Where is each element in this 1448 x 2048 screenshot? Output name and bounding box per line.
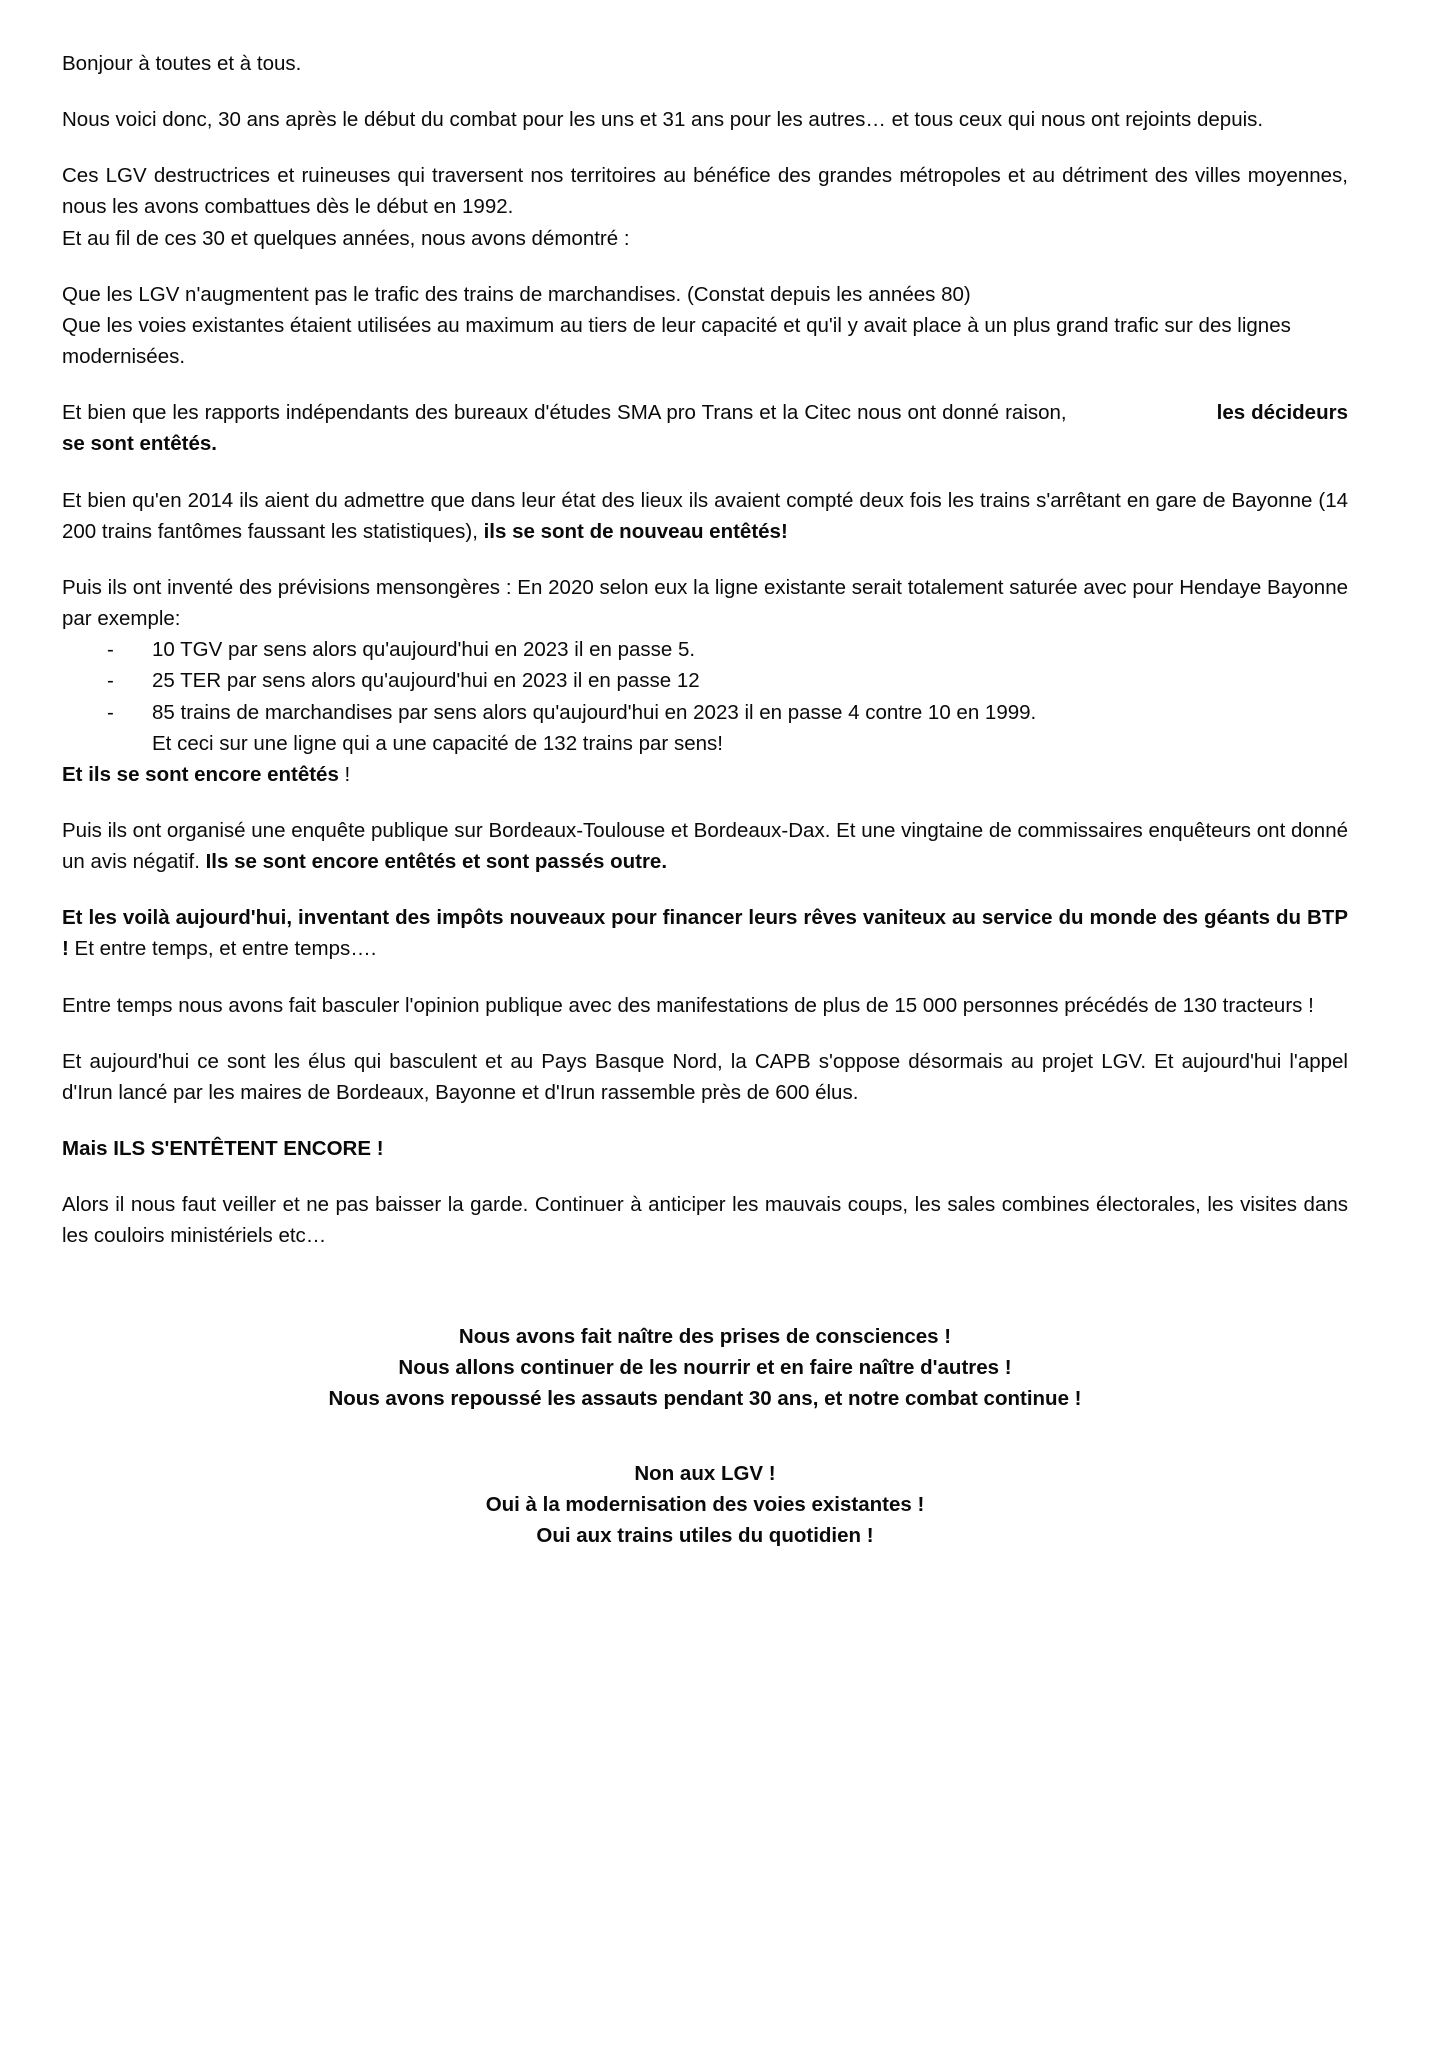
previsions-intro-paragraph: Puis ils ont inventé des prévisions mensongères : En 2020 selon eux la ligne existante serait totalement saturée avec pour Hendaye Bayonne par exemple: [62, 575, 1348, 631]
veiller-paragraph: Alors il nous faut veiller et ne pas baisser la garde. Continuer à anticiper les mauvais coups, les sales combines électorales, les visites dans les couloirs ministériels etc… [62, 1193, 1348, 1248]
mais-prefix-text: Mais [62, 1137, 114, 1161]
enquete-bold-text: Ils se sont encore entêtés et sont passés outre. [205, 850, 668, 874]
bayonne-bold-text: ils se sont de nouveau entêtés! [483, 519, 788, 543]
closing-spacer-top [62, 1277, 1348, 1321]
elus-paragraph: Et aujourd'hui ce sont les élus qui basculent et au Pays Basque Nord, la CAPB s'oppose désormais au projet LGV. Et aujourd'hui l'appel d'Irun lancé par les maires de Bordeaux, Bayonne et d'Irun rassemble près de 600 élus. [62, 1049, 1348, 1104]
bayonne-text: Et bien qu'en 2014 ils aient du admettre que dans leur état des lieux ils avaient compté deux fois les trains s'arrêtant en gare de Bayonne (14 200 trains fantômes faussant les statistiques), [62, 488, 1348, 543]
intro-paragraph: Nous voici donc, 30 ans après le début du combat pour les uns et 31 ans pour les autres… et tous ceux qui nous ont rejoints depuis. [62, 108, 1264, 132]
slogan-line: Nous avons fait naître des prises de consciences ! [458, 1324, 952, 1348]
mais-entetent-bold-text: ILS S'ENTÊTENT ENCORE ! [113, 1137, 384, 1161]
closing-slogans-block-1 [62, 1321, 1348, 1414]
bullet-dash-icon: - [107, 638, 114, 662]
list-item-label: 85 trains de marchandises par sens alors qu'aujourd'hui en 2023 il en passe 4 contre 10 en 1999. [152, 700, 1037, 724]
slogan-line: Nous avons repoussé les assauts pendant 30 ans, et notre combat continue ! [328, 1386, 1082, 1410]
rapports-paragraph [62, 397, 1348, 459]
list-item [62, 697, 1348, 728]
impots-rest-text: Et entre temps, et entre temps…. [68, 937, 377, 961]
slogan-line: Non aux LGV ! [634, 1462, 776, 1485]
demonstration-line-2: Que les voies existantes étaient utilisées au maximum au tiers de leur capacité et qu'il y avait place à un plus grand trafic sur des lignes modernisées. [62, 313, 1291, 369]
encore-entetes-rest: ! [338, 762, 351, 786]
impots-paragraph [62, 902, 1348, 964]
slogan-line: Oui à la modernisation des voies existantes ! [485, 1493, 925, 1517]
closing-slogans-block-2 [62, 1458, 1348, 1551]
greeting-paragraph: Bonjour à toutes et à tous. [62, 52, 302, 75]
list-item-label: 10 TGV par sens alors qu'aujourd'hui en 2023 il en passe 5. [152, 638, 696, 662]
bayonne-paragraph [62, 485, 1348, 547]
list-item-label: 25 TER par sens alors qu'aujourd'hui en 2023 il en passe 12 [152, 669, 700, 693]
bullet-dash-icon: - [107, 700, 114, 724]
lgv-destructrices-line-1: Ces LGV destructrices et ruineuses qui traversent nos territoires au bénéfice des grandes métropoles et au détriment des villes moyennes, nous les avons combattues dès le début en 1992. [62, 164, 1348, 219]
list-item [62, 634, 1348, 665]
encore-entetes-paragraph [62, 759, 1348, 790]
slogan-line: Oui aux trains utiles du quotidien ! [536, 1524, 874, 1548]
document-body [62, 48, 1348, 1551]
manifestations-paragraph: Entre temps nous avons fait basculer l'opinion publique avec des manifestations de plus de 15 000 personnes précédés de 130 tracteurs ! [62, 993, 1314, 1017]
mais-entetent-paragraph [62, 1133, 1348, 1164]
slogan-line: Nous allons continuer de les nourrir et en faire naître d'autres ! [398, 1355, 1012, 1379]
lgv-destructrices-line-2: Et au fil de ces 30 et quelques années, nous avons démontré : [62, 226, 630, 250]
impots-bold-text: Et les voilà aujourd'hui, inventant des impôts nouveaux pour financer leurs rêves vaniteux au service du monde des géants du BTP ! [62, 906, 1348, 961]
closing-spacer-middle [62, 1414, 1348, 1458]
bullet-dash-icon: - [107, 669, 114, 693]
rapports-text: Et bien que les rapports indépendants des bureaux d'études SMA pro Trans et la Citec nous ont donné raison, [62, 401, 1067, 425]
demonstration-line-1: Que les LGV n'augmentent pas le trafic des trains de marchandises. (Constat depuis les années 80) [62, 282, 971, 306]
previsions-bullet-list [62, 634, 1348, 727]
rapports-bold-text: les décideurs se sont entêtés. [62, 401, 1348, 456]
capacity-note: Et ceci sur une ligne qui a une capacité de 132 trains par sens! [152, 731, 723, 755]
enquete-text: Puis ils ont organisé une enquête publique sur Bordeaux-Toulouse et Bordeaux-Dax. Et une vingtaine de commissaires enquêteurs ont donné un avis négatif. [62, 818, 1348, 874]
encore-entetes-bold-text: Et ils se sont encore entêtés [62, 762, 339, 786]
list-item [62, 665, 1348, 696]
enquete-paragraph [62, 815, 1348, 877]
